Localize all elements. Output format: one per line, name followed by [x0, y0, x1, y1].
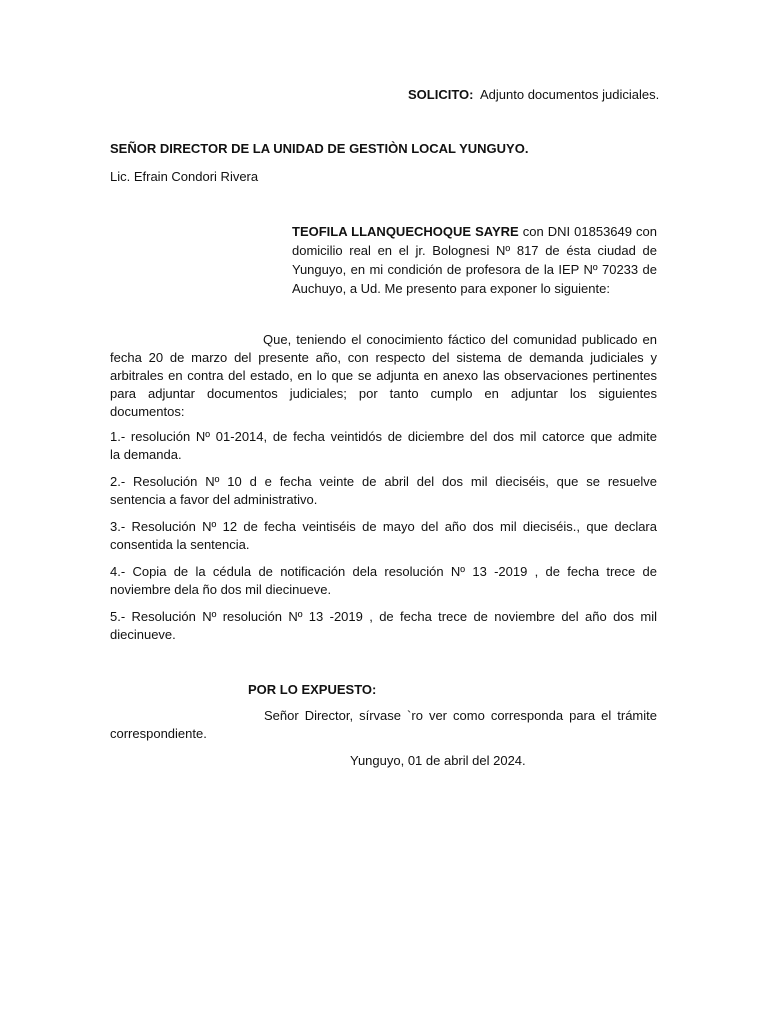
closing-heading-text: POR LO EXPUESTO: — [248, 682, 377, 697]
item-2 — [110, 473, 657, 509]
body-line-2: fecha 20 de marzo del presente año, con respecto del sistema de demanda judiciales y — [110, 350, 657, 365]
body-line-5: documentos: — [110, 404, 185, 419]
item-1 — [110, 428, 657, 464]
solicito-text: Adjunto documentos judiciales. — [480, 87, 660, 102]
item-4 — [110, 563, 657, 599]
item-1-line-1: 1.- resolución Nº 01-2014, de fecha veintidós de diciembre del dos mil catorce que admite — [110, 429, 657, 444]
petitioner-name: TEOFILA LLANQUECHOQUE SAYRE — [292, 224, 519, 239]
petitioner-line-2: domicilio real en el jr. Bolognesi Nº 817 de ésta ciudad de — [292, 243, 657, 258]
place-date: Yunguyo, 01 de abril del 2024. — [350, 753, 526, 768]
item-2-line-2: sentencia a favor del administrativo. — [110, 492, 318, 507]
item-3-line-1: 3.- Resolución Nº 12 de fecha veintiséis de mayo del año dos mil dieciséis., que declara — [110, 519, 657, 534]
petitioner-dni: con DNI 01853649 con — [522, 224, 657, 239]
body-paragraph — [110, 331, 657, 421]
item-2-line-1: 2.- Resolución Nº 10 d e fecha veinte de abril del dos mil dieciséis, que se resuelve — [110, 474, 657, 489]
body-line-1: Que, teniendo el conocimiento fáctico del comunidad publicado en — [263, 332, 657, 347]
item-1-line-2: la demanda. — [110, 447, 182, 462]
solicito-label: SOLICITO: — [408, 87, 474, 102]
item-4-line-1: 4.- Copia de la cédula de notificación dela resolución Nº 13 -2019 , de fecha trece de — [110, 564, 657, 579]
closing-line-1: Señor Director, sírvase `ro ver como corresponda para el trámite — [264, 708, 657, 723]
petitioner-line-1 — [292, 222, 657, 241]
body-line-4: para adjuntar documentos judiciales; por tanto cumplo en adjuntar los siguientes — [110, 386, 657, 401]
item-3-line-2: consentida la sentencia. — [110, 537, 250, 552]
item-3 — [110, 518, 657, 554]
item-5-line-2: diecinueve. — [110, 627, 176, 642]
item-5-line-1: 5.- Resolución Nº resolución Nº 13 -2019 , de fecha trece de noviembre del año dos mil — [110, 609, 657, 624]
item-5 — [110, 608, 657, 644]
addressee-title-text: SEÑOR DIRECTOR DE LA UNIDAD DE GESTIÒN LOCAL YUNGUYO. — [110, 141, 529, 156]
petitioner-block — [292, 222, 657, 298]
closing-heading — [248, 682, 376, 697]
item-4-line-2: noviembre dela ño dos mil diecinueve. — [110, 582, 332, 597]
addressee-title — [110, 141, 528, 156]
closing-paragraph — [110, 707, 657, 743]
closing-line-2: correspondiente. — [110, 726, 207, 741]
addressee-name: Lic. Efrain Condori Rivera — [110, 169, 259, 184]
body-line-3: arbitrales en contra del estado, en lo que se adjunta en anexo las observaciones pertinentes — [110, 368, 657, 383]
petitioner-line-3: Yunguyo, en mi condición de profesora de la IEP Nº 70233 de — [292, 262, 657, 277]
petitioner-line-4: Auchuyo, a Ud. Me presento para exponer lo siguiente: — [292, 281, 610, 296]
solicito-line — [408, 87, 659, 102]
